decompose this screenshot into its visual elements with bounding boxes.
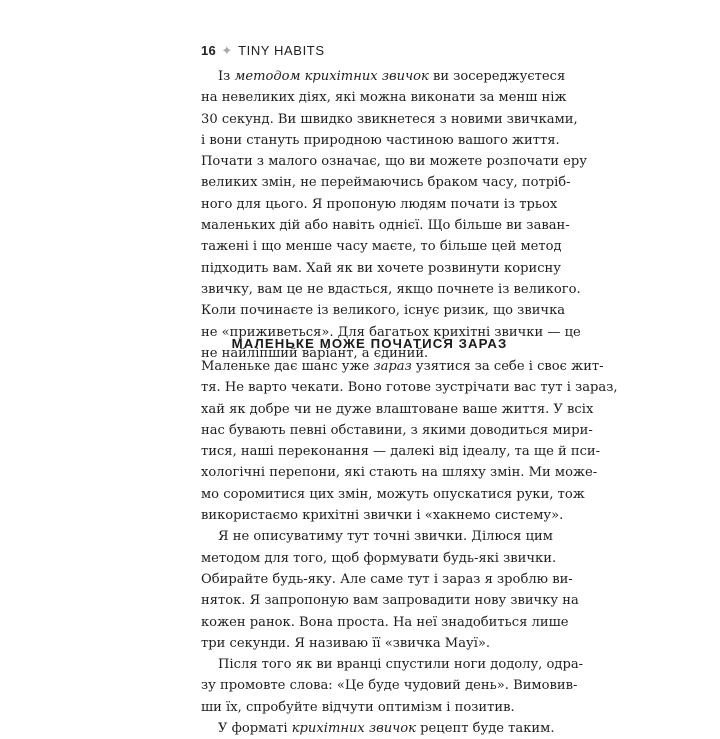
italic-text-segment: зараз	[373, 359, 412, 374]
text-segment: тися, наші переконання — далекі від ідеалу, та ще й пси-	[201, 444, 601, 460]
text-line	[201, 590, 579, 611]
text-segment: Коли починаєте із великого, існує ризик, що звичка	[201, 303, 566, 319]
text-segment: зу промовте слова: «Це буде чудовий день». Вимовив-	[201, 678, 578, 694]
text-line	[201, 718, 555, 739]
text-segment: маленьких дій або навіть однієї. Що більше ви заван-	[201, 218, 570, 234]
text-segment: тажені і що менше часу маєте, то більше цей метод	[201, 239, 562, 255]
italic-text-segment: крихітних звичок	[291, 721, 417, 737]
text-line	[201, 633, 538, 654]
text-segment: звичку, вам це не вдасться, якщо почнете із великого.	[201, 281, 581, 297]
text-segment: і вони стануть природною частиною вашого життя.	[201, 132, 560, 148]
text-segment: Маленьке дає шанс уже	[201, 359, 374, 374]
text-segment: няток. Я запропоную вам запровадити нову звичку на	[201, 593, 579, 609]
book-title: TINY HABITS	[238, 43, 325, 58]
text-segment: три секунди. Я називаю її «звичка Мауї».	[201, 635, 491, 651]
text-segment: Після того як ви вранці спустили ноги додолу, одра-	[218, 657, 584, 673]
text-line	[201, 109, 578, 130]
text-segment: Із	[218, 69, 235, 84]
text-segment: використаємо крихітні звички і «хакнемо систему».	[201, 508, 564, 524]
text-segment: кожен ранок. Вона проста. На неї знадобиться лише	[201, 614, 569, 630]
text-segment: на невеликих діях, які можна виконати за менш ніж	[201, 90, 567, 106]
text-segment: методом для того, щоб формувати будь-які звички.	[201, 550, 557, 566]
text-line	[201, 377, 618, 398]
text-line	[201, 441, 601, 462]
header-separator-ornament: ✦	[221, 43, 233, 58]
text-line	[201, 87, 567, 108]
text-line	[201, 612, 569, 633]
text-segment: ного для цього. Я пропоную людям почати із трьох	[201, 196, 558, 212]
text-line	[201, 462, 598, 483]
text-line	[201, 236, 562, 257]
text-segment: великих змін, не переймаючись браком часу, потріб-	[201, 175, 571, 191]
text-segment: підходить вам. Хай як ви хочете розвинути корисну	[201, 260, 561, 276]
paragraph-block-top	[201, 66, 587, 364]
text-segment: Я не описуватиму тут точні звички. Ділюся цим	[218, 529, 553, 545]
section-heading: МАЛЕНЬКЕ МОЖЕ ПОЧАТИСЯ ЗАРАЗ	[231, 336, 508, 351]
text-segment: рецепт буде таким.	[416, 721, 555, 737]
text-line	[201, 66, 566, 87]
text-line	[201, 505, 564, 526]
text-segment: Почати з малого означає, що ви можете розпочати еру	[201, 154, 587, 170]
page-number: 16	[201, 43, 217, 58]
text-segment: нас бувають певні обставини, з якими доводиться мири-	[201, 422, 593, 438]
text-segment: У форматі	[218, 721, 292, 737]
text-line	[201, 130, 560, 151]
text-line	[201, 151, 587, 172]
text-segment: узятися за себе і своє жит-	[411, 359, 604, 374]
text-line	[201, 569, 573, 590]
text-line	[201, 484, 585, 505]
paragraph-block-bottom	[201, 356, 618, 739]
text-line	[201, 697, 538, 718]
text-segment: Обирайте будь-яку. Але саме тут і зараз я зроблю ви-	[201, 571, 573, 587]
text-segment: тя. Не варто чекати. Воно готове зустрічати вас тут і зараз,	[201, 380, 618, 396]
text-segment: 30 секунд. Ви швидко звикнетеся з новими звичками,	[201, 111, 578, 127]
text-line	[201, 258, 561, 279]
text-line	[201, 194, 558, 215]
text-segment: хологічні перепони, які стають на шляху змін. Ми може-	[201, 465, 598, 481]
text-segment: мо соромитися цих змін, можуть опускатися руки, тож	[201, 486, 585, 502]
text-segment: хай як добре чи не дуже влаштоване ваше життя. У всіх	[201, 401, 594, 417]
text-line	[201, 356, 604, 377]
text-segment: ши їх, спробуйте відчути оптимізм і позитив.	[201, 699, 515, 715]
text-segment: не найліпший варіант, а єдиний.	[201, 345, 429, 361]
text-line	[201, 300, 566, 321]
text-line	[201, 215, 570, 236]
text-line	[201, 399, 594, 420]
text-line	[201, 526, 553, 547]
text-line	[201, 279, 581, 300]
text-line	[201, 548, 557, 569]
text-segment: не «приживеться». Для багатьох крихітні звички — це	[201, 324, 581, 340]
text-line	[201, 675, 578, 696]
text-segment: ви зосереджуєтеся	[428, 69, 566, 84]
running-header	[201, 43, 325, 59]
italic-text-segment: методом крихітних звичок	[234, 69, 429, 84]
text-line	[201, 654, 584, 675]
text-line	[201, 172, 571, 193]
text-line	[201, 420, 593, 441]
